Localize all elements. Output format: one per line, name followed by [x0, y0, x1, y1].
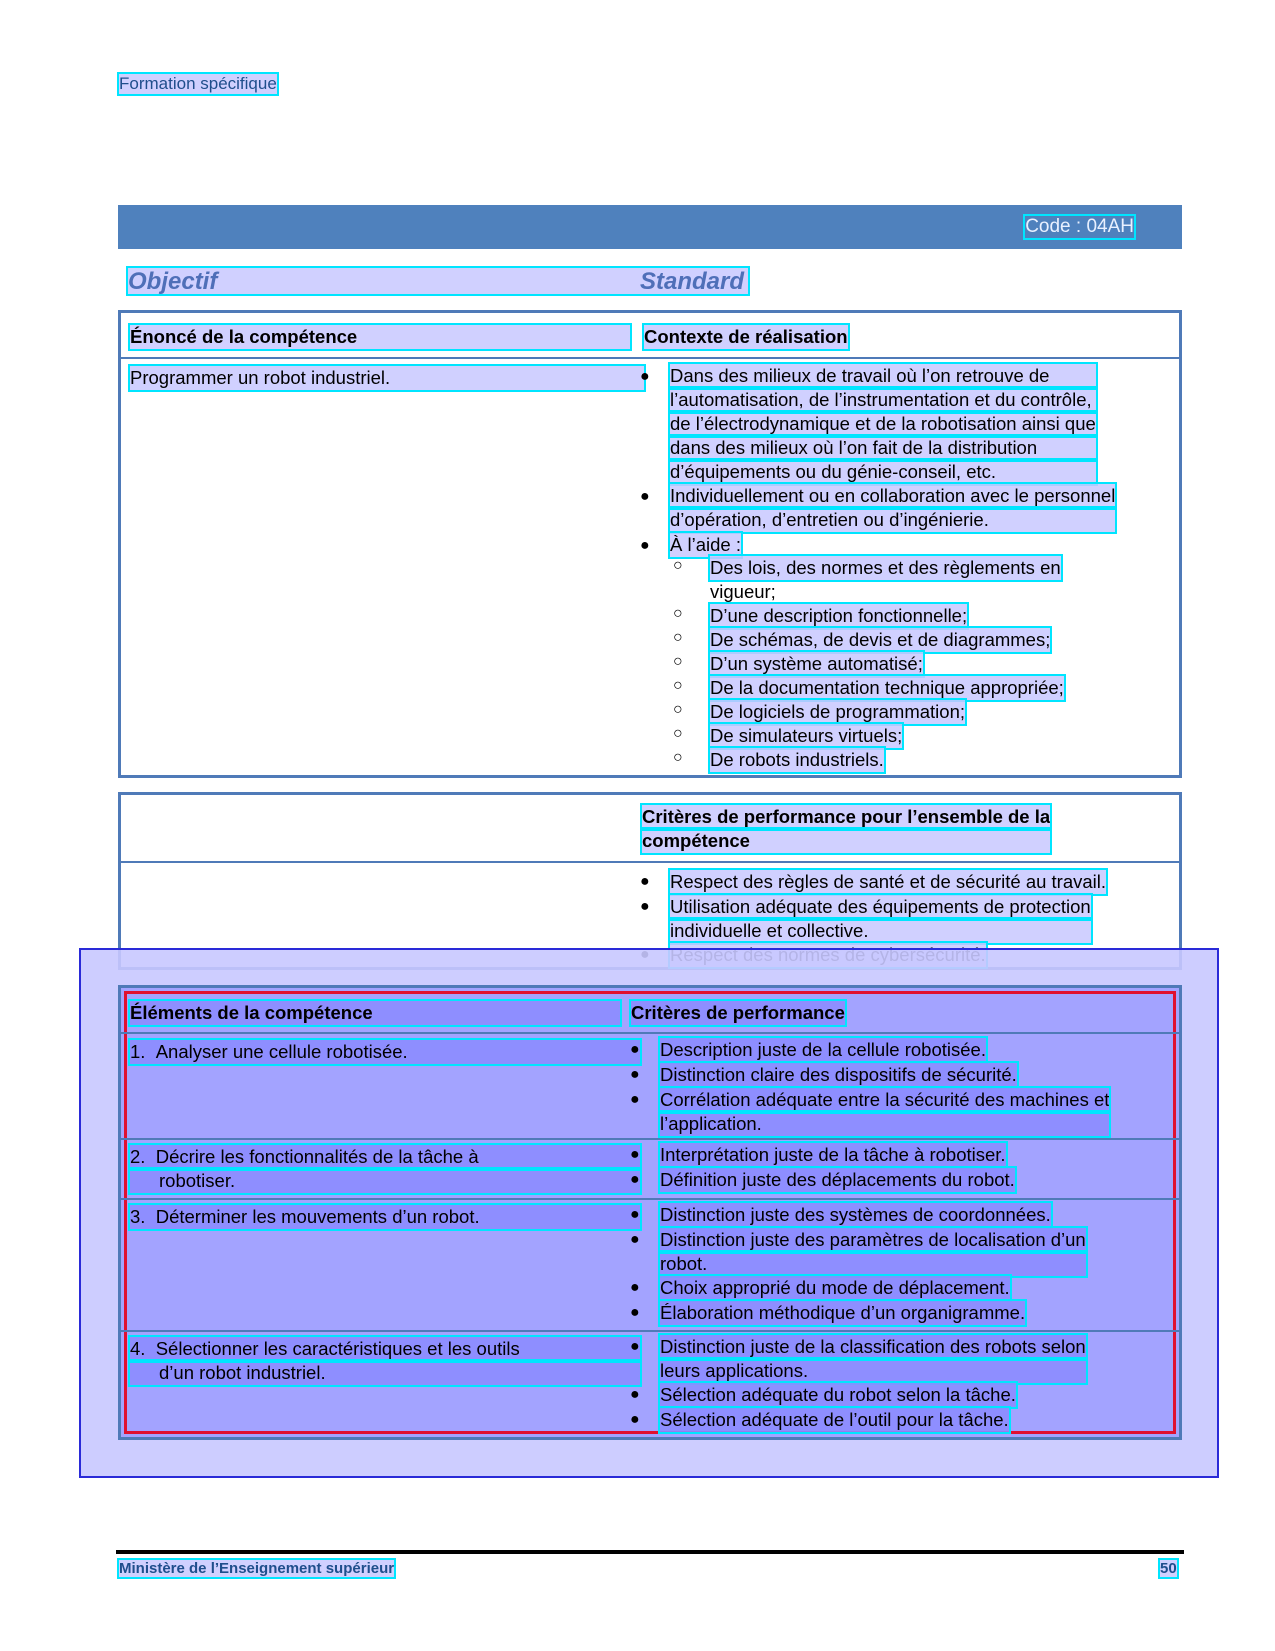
bullet-icon: ●: [630, 1231, 640, 1248]
circle-bullet-icon: ○: [673, 749, 683, 766]
element-row: 1. Analyser une cellule robotisée.: [130, 1040, 640, 1064]
bullet-icon: ●: [640, 898, 650, 915]
circle-bullet-icon: ○: [673, 653, 683, 670]
circle-bullet-icon: ○: [673, 629, 683, 646]
criterion: Corrélation adéquate entre la sécurité des machines et l’application.: [660, 1089, 1110, 1134]
bullet-icon: ●: [640, 873, 650, 890]
context-item: Dans des milieux de travail où l’on retrouve de l’automatisation, de l’instrumentation et du contrôle, de l’électrodynamique et de la robotisation ainsi que dans des milieux où l’on fait de la distribution d’équipements ou du génie-conseil, etc.: [670, 365, 1096, 482]
sub-item: De la documentation technique appropriée;: [710, 677, 1064, 698]
col1-header: Énoncé de la compétence: [130, 325, 630, 349]
circle-bullet-icon: ○: [673, 677, 683, 694]
elements-col-header: Éléments de la compétence: [130, 1001, 620, 1025]
page-number: 50: [1160, 1560, 1177, 1577]
circle-bullet-icon: ○: [673, 557, 683, 574]
criterion: Sélection adéquate de l’outil pour la tâche.: [660, 1409, 1009, 1430]
circle-bullet-icon: ○: [673, 725, 683, 742]
global-criteria-header: Critères de performance pour l’ensemble de la compétence: [642, 806, 1051, 851]
criterion: Choix approprié du mode de déplacement.: [660, 1277, 1010, 1298]
element-row: 4. Sélectionner les caractéristiques et les outils d’un robot industriel.: [130, 1337, 640, 1385]
competence-table: [118, 310, 1182, 778]
bullet-icon: ●: [640, 488, 650, 505]
bullet-icon: ●: [630, 1171, 640, 1188]
element-row: 2. Décrire les fonctionnalités de la tâche à robotiser.: [130, 1145, 640, 1193]
criterion: Distinction juste des systèmes de coordonnées.: [660, 1204, 1051, 1225]
standard-label: Standard: [640, 268, 745, 295]
sub-item: D’une description fonctionnelle;: [710, 605, 968, 626]
criteria-col-header: Critères de performance: [631, 1002, 845, 1023]
bullet-icon: ●: [630, 1304, 640, 1321]
bullet-icon: ●: [630, 1091, 640, 1108]
global-criterion: Respect des règles de santé et de sécurité au travail.: [670, 871, 1107, 892]
col2-header: Contexte de réalisation: [644, 326, 848, 347]
global-criterion: Utilisation adéquate des équipements de protection individuelle et collective.: [670, 896, 1091, 941]
footer-rule: [116, 1550, 1184, 1554]
global-criteria-table: [118, 792, 1182, 970]
bullet-icon: ●: [630, 1041, 640, 1058]
bullet-icon: ●: [630, 1206, 640, 1223]
sub-item: De logiciels de programmation;: [710, 701, 966, 722]
competence-statement: Programmer un robot industriel.: [130, 366, 644, 390]
bullet-icon: ●: [630, 1411, 640, 1428]
criterion: Élaboration méthodique d’un organigramme.: [660, 1302, 1026, 1323]
circle-bullet-icon: ○: [673, 701, 683, 718]
context-item: À l’aide :: [670, 534, 741, 555]
elements-table: [118, 985, 1182, 1440]
page-header: Formation spécifique: [119, 74, 277, 93]
criterion: Sélection adéquate du robot selon la tâche.: [660, 1384, 1016, 1405]
objectif-label: Objectif: [128, 268, 218, 295]
criterion: Définition juste des déplacements du robot.: [660, 1169, 1015, 1190]
context-item: Individuellement ou en collaboration avec le personnel d’opération, d’entretien ou d’ingénierie.: [670, 485, 1116, 530]
circle-bullet-icon: ○: [673, 605, 683, 622]
sub-item: De robots industriels.: [710, 749, 884, 770]
sub-item: D’un système automatisé;: [710, 653, 923, 674]
objective-standard-row: [128, 268, 748, 294]
bullet-icon: ●: [640, 537, 650, 554]
competency-code: Code : 04AH: [1025, 216, 1134, 237]
bullet-icon: ●: [640, 368, 650, 385]
footer-ministry: Ministère de l’Enseignement supérieur: [119, 1560, 395, 1577]
bullet-icon: ●: [630, 1066, 640, 1083]
sub-item: De schémas, de devis et de diagrammes;: [710, 629, 1051, 650]
sub-item: De simulateurs virtuels;: [710, 725, 903, 746]
criterion: Description juste de la cellule robotisée.: [660, 1039, 986, 1060]
sub-item: Des lois, des normes et des règlements en vigueur;: [710, 557, 1061, 602]
criterion: Distinction juste de la classification des robots selon leurs applications.: [660, 1336, 1086, 1381]
code-bar: [118, 205, 1182, 249]
bullet-icon: ●: [630, 1146, 640, 1163]
criterion: Interprétation juste de la tâche à robotiser.: [660, 1144, 1006, 1165]
criterion: Distinction juste des paramètres de localisation d’un robot.: [660, 1229, 1086, 1274]
bullet-icon: ●: [630, 1338, 640, 1355]
bullet-icon: ●: [630, 1386, 640, 1403]
bullet-icon: ●: [630, 1279, 640, 1296]
criterion: Distinction claire des dispositifs de sécurité.: [660, 1064, 1017, 1085]
element-row: 3. Déterminer les mouvements d’un robot.: [130, 1205, 640, 1229]
